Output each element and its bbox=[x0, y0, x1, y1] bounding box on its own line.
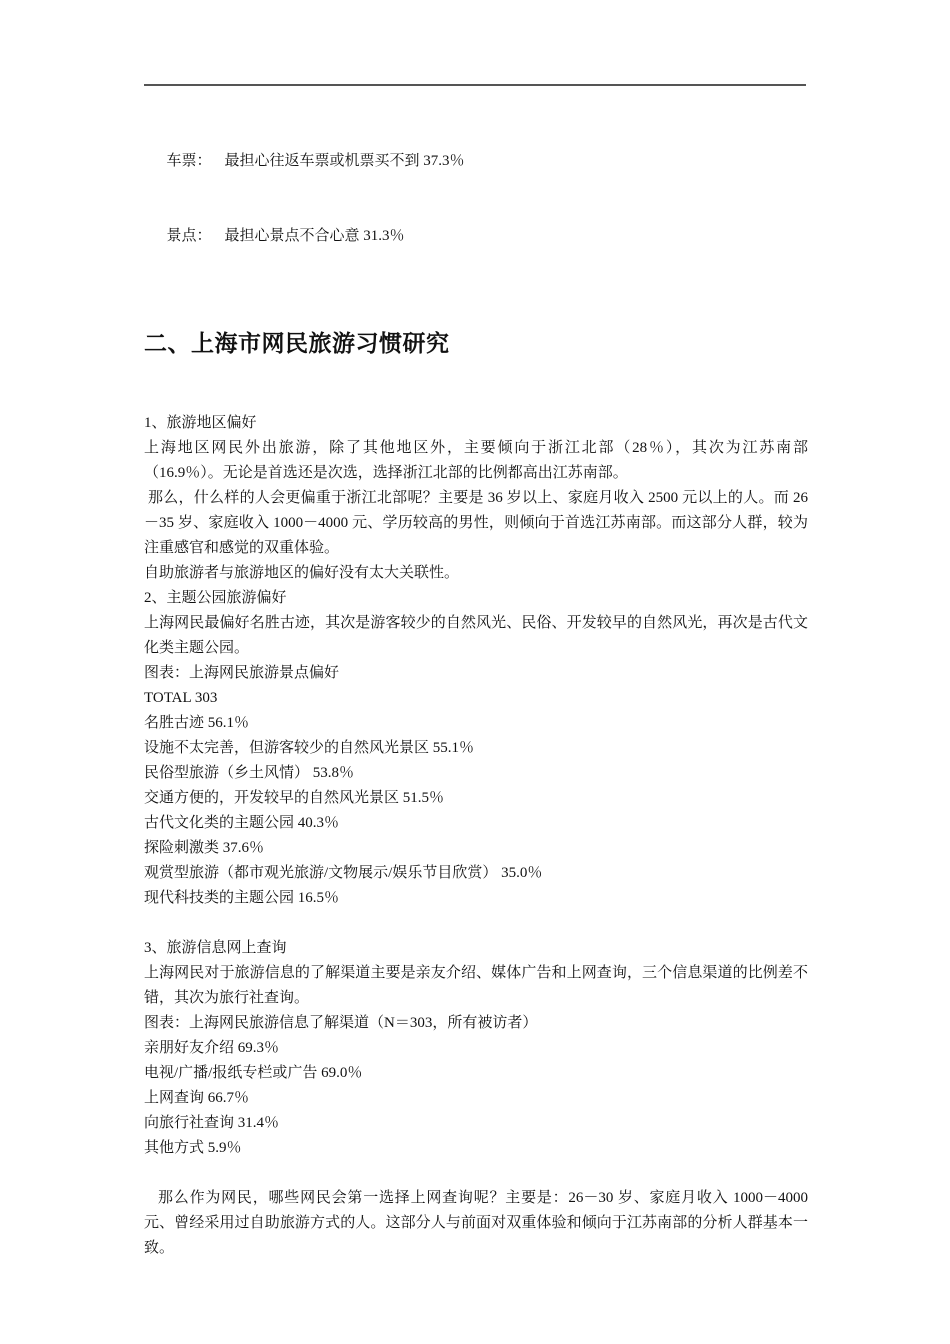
list-item bbox=[144, 1061, 808, 1086]
item-label: 观赏型旅游（都市观光旅游/文物展示/娱乐节目欣赏） bbox=[144, 865, 498, 881]
worry-label: 车票： bbox=[166, 153, 212, 169]
spacer bbox=[144, 911, 808, 936]
item-value: 69.0％ bbox=[321, 1065, 363, 1081]
s1-paragraph-1: 上海地区网民外出旅游，除了其他地区外，主要倾向于浙江北部（28％），其次为江苏南部（16.9％）。无论是首选还是次选，选择浙江北部的比例都高出江苏南部。 bbox=[144, 440, 808, 481]
s1-paragraph-3: 自助旅游者与旅游地区的偏好没有太大关联性。 bbox=[144, 565, 460, 581]
item-label: 上网查询 bbox=[144, 1090, 205, 1106]
list-item bbox=[144, 886, 808, 911]
item-value: 16.5％ bbox=[297, 890, 340, 906]
item-value: 51.5％ bbox=[402, 790, 445, 806]
item-value: 66.7％ bbox=[207, 1090, 250, 1106]
worry-label: 景点： bbox=[166, 228, 212, 244]
item-label: 探险刺激类 bbox=[144, 840, 220, 856]
item-label: 名胜古迹 bbox=[144, 715, 205, 731]
s2-chart-caption: 图表：上海网民旅游景点偏好 bbox=[144, 665, 340, 681]
item-value: 53.8％ bbox=[312, 765, 355, 781]
list-item bbox=[144, 736, 808, 761]
s3-heading: 3、旅游信息网上查询 bbox=[144, 940, 287, 956]
s2-total: TOTAL 303 bbox=[144, 690, 218, 706]
s2-heading: 2、主题公园旅游偏好 bbox=[144, 590, 287, 606]
item-value: 37.6％ bbox=[222, 840, 265, 856]
s3-paragraph-2: 那么作为网民，哪些网民会第一选择上网查询呢？主要是：26－30 岁、家庭月收入 1000－4000 元、曾经采用过自助旅游方式的人。这部分人与前面对双重体验和倾向于江苏南部的分析人群基本一致。 bbox=[144, 1190, 812, 1256]
item-label: 亲朋好友介绍 bbox=[144, 1040, 235, 1056]
s1-paragraph-2: 那么，什么样的人会更偏重于浙江北部呢？主要是 36 岁以上、家庭月收入 2500 元以上的人。而 26－35 岁、家庭收入 1000－4000 元、学历较高的男性，则倾向于首选江苏南部。而这部分人群，较为注重感官和感觉的双重体验。 bbox=[144, 490, 808, 556]
item-label: 其他方式 bbox=[144, 1140, 205, 1156]
item-label: 向旅行社查询 bbox=[144, 1115, 235, 1131]
section-title: 二、上海市网民旅游习惯研究 bbox=[144, 331, 450, 357]
list-item bbox=[144, 1111, 808, 1136]
list-item bbox=[144, 836, 808, 861]
list-item bbox=[144, 861, 808, 886]
header-rule bbox=[144, 84, 806, 86]
item-value: 5.9％ bbox=[207, 1140, 242, 1156]
item-label: 电视/广播/报纸专栏或广告 bbox=[144, 1065, 318, 1081]
spacer bbox=[144, 1161, 808, 1186]
item-value: 69.3％ bbox=[237, 1040, 280, 1056]
item-value: 56.1％ bbox=[207, 715, 250, 731]
worry-text: 最担心景点不合心意 31.3％ bbox=[224, 228, 405, 244]
list-item bbox=[144, 1136, 808, 1161]
item-label: 交通方便的，开发较早的自然风光景区 bbox=[144, 790, 400, 806]
item-value: 31.4％ bbox=[237, 1115, 280, 1131]
item-label: 设施不太完善，但游客较少的自然风光景区 bbox=[144, 740, 430, 756]
worry-item-tickets bbox=[144, 124, 808, 199]
item-label: 现代科技类的主题公园 bbox=[144, 890, 295, 906]
s3-paragraph-1: 上海网民对于旅游信息的了解渠道主要是亲友介绍、媒体广告和上网查询，三个信息渠道的比例差不错，其次为旅行社查询。 bbox=[144, 965, 808, 1006]
list-item bbox=[144, 811, 808, 836]
worry-item-attractions bbox=[144, 199, 808, 274]
s1-heading: 1、旅游地区偏好 bbox=[144, 415, 257, 431]
list-item bbox=[144, 761, 808, 786]
item-value: 55.1％ bbox=[432, 740, 475, 756]
list-item bbox=[144, 1036, 808, 1061]
list-item bbox=[144, 711, 808, 736]
document-body bbox=[144, 124, 812, 1261]
s3-channel-list bbox=[144, 1036, 808, 1161]
item-label: 古代文化类的主题公园 bbox=[144, 815, 295, 831]
item-value: 40.3％ bbox=[297, 815, 340, 831]
worry-text: 最担心往返车票或机票买不到 37.3％ bbox=[224, 153, 465, 169]
s3-chart-caption: 图表：上海网民旅游信息了解渠道（N＝303，所有被访者） bbox=[144, 1015, 538, 1031]
s2-preference-list bbox=[144, 711, 808, 911]
list-item bbox=[144, 786, 808, 811]
item-value: 35.0％ bbox=[501, 865, 543, 881]
item-label: 民俗型旅游（乡土风情） bbox=[144, 765, 310, 781]
s2-paragraph-1: 上海网民最偏好名胜古迹，其次是游客较少的自然风光、民俗、开发较早的自然风光，再次是古代文化类主题公园。 bbox=[144, 615, 808, 656]
list-item bbox=[144, 1086, 808, 1111]
